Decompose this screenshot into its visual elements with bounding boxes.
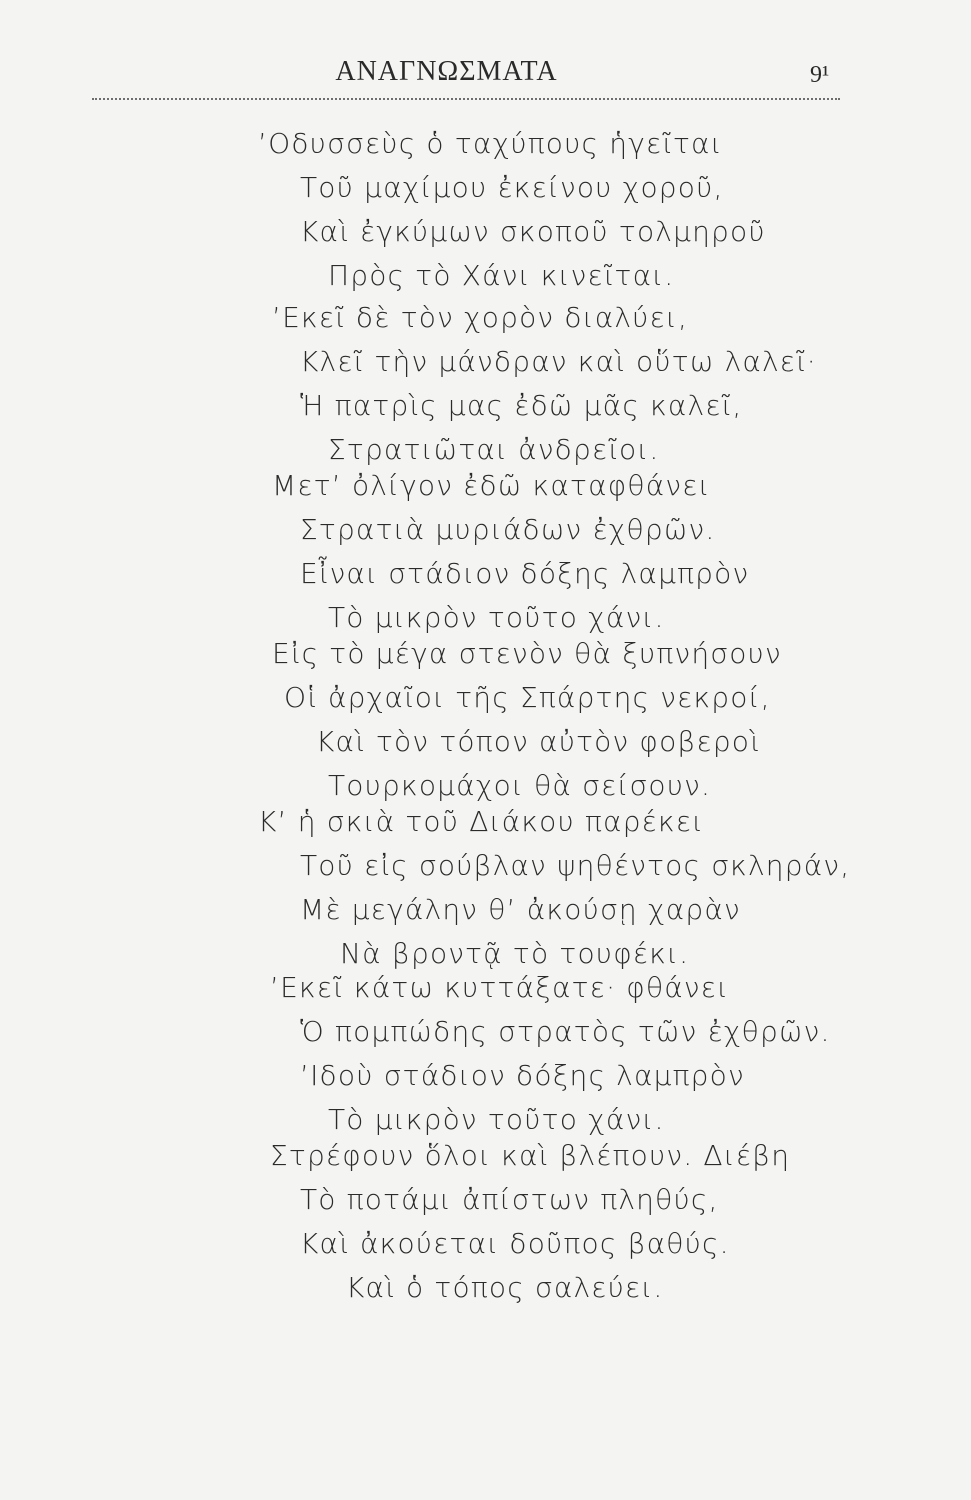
poem-line: Τοῦ εἰς σούβλαν ψηθέντος σκληράν, xyxy=(300,849,851,882)
running-header-title: ΑΝΑΓΝΩΣΜΑΤΑ xyxy=(335,56,558,87)
poem-line: Οἱ ἀρχαῖοι τῆς Σπάρτης νεκροί, xyxy=(284,681,771,714)
poem-line: Καὶ ὁ τόπος σαλεύει. xyxy=(346,1271,664,1304)
poem-line: Στρατιῶται ἀνδρεῖοι. xyxy=(328,433,660,466)
poem-line: Πρὸς τὸ Χάνι κινεῖται. xyxy=(328,259,675,292)
poem-line: Τουρκομάχοι θὰ σείσουν. xyxy=(328,769,712,802)
poem-line: ’Οδυσσεὺς ὁ ταχύπους ἡγεῖται xyxy=(258,127,723,160)
poem-line: Μετ’ ὀλίγον ἐδῶ καταφθάνει xyxy=(272,469,711,502)
poem-line: Ὁ πομπώδης στρατὸς τῶν ἐχθρῶν. xyxy=(300,1015,831,1048)
poem-line: Κλεῖ τὴν μάνδραν καὶ οὕτω λαλεῖ· xyxy=(300,345,817,378)
poem-line: Εἶναι στάδιον δόξης λαμπρὸν xyxy=(300,557,750,590)
poem-line: Κ’ ἡ σκιὰ τοῦ Διάκου παρέκει xyxy=(258,805,705,838)
page-number: 9¹ xyxy=(810,62,830,88)
poem-line: Καὶ ἐγκύμων σκοποῦ τολμηροῦ xyxy=(300,215,766,248)
poem-line: Νὰ βροντᾷ τὸ τουφέκι. xyxy=(340,937,690,970)
poem-line: Στρατιὰ μυριάδων ἐχθρῶν. xyxy=(300,513,716,546)
poem-line: ’Εκεῖ δὲ τὸν χορὸν διαλύει, xyxy=(272,301,689,334)
poem-line: Τὸ μικρὸν τοῦτο χάνι. xyxy=(328,601,665,634)
poem-line: Τοῦ μαχίμου ἐκείνου χοροῦ, xyxy=(300,171,724,204)
poem-line: Καὶ τὸν τόπον αὐτὸν φοβεροὶ xyxy=(316,725,761,758)
poem-line: Στρέφουν ὅλοι καὶ βλέπουν. Διέβη xyxy=(270,1139,791,1172)
poem-line: ’Ιδοὺ στάδιον δόξης λαμπρὸν xyxy=(300,1059,745,1092)
poem-line: Τὸ ποτάμι ἀπίστων πληθύς, xyxy=(300,1183,719,1216)
poem-line: Εἰς τὸ μέγα στενὸν θὰ ξυπνήσουν xyxy=(272,637,782,670)
poem-line: Μὲ μεγάλην θ’ ἀκούσῃ χαρὰν xyxy=(300,893,741,926)
poem-line: Καὶ ἀκούεται δοῦπος βαθύς. xyxy=(300,1227,730,1260)
poem-line: Ἡ πατρὶς μας ἐδῶ μᾶς καλεῖ, xyxy=(300,389,743,422)
header-rule xyxy=(92,98,840,100)
poem-line: Τὸ μικρὸν τοῦτο χάνι. xyxy=(328,1103,665,1136)
poem-line: ’Εκεῖ κάτω κυττάξατε· φθάνει xyxy=(270,971,730,1004)
